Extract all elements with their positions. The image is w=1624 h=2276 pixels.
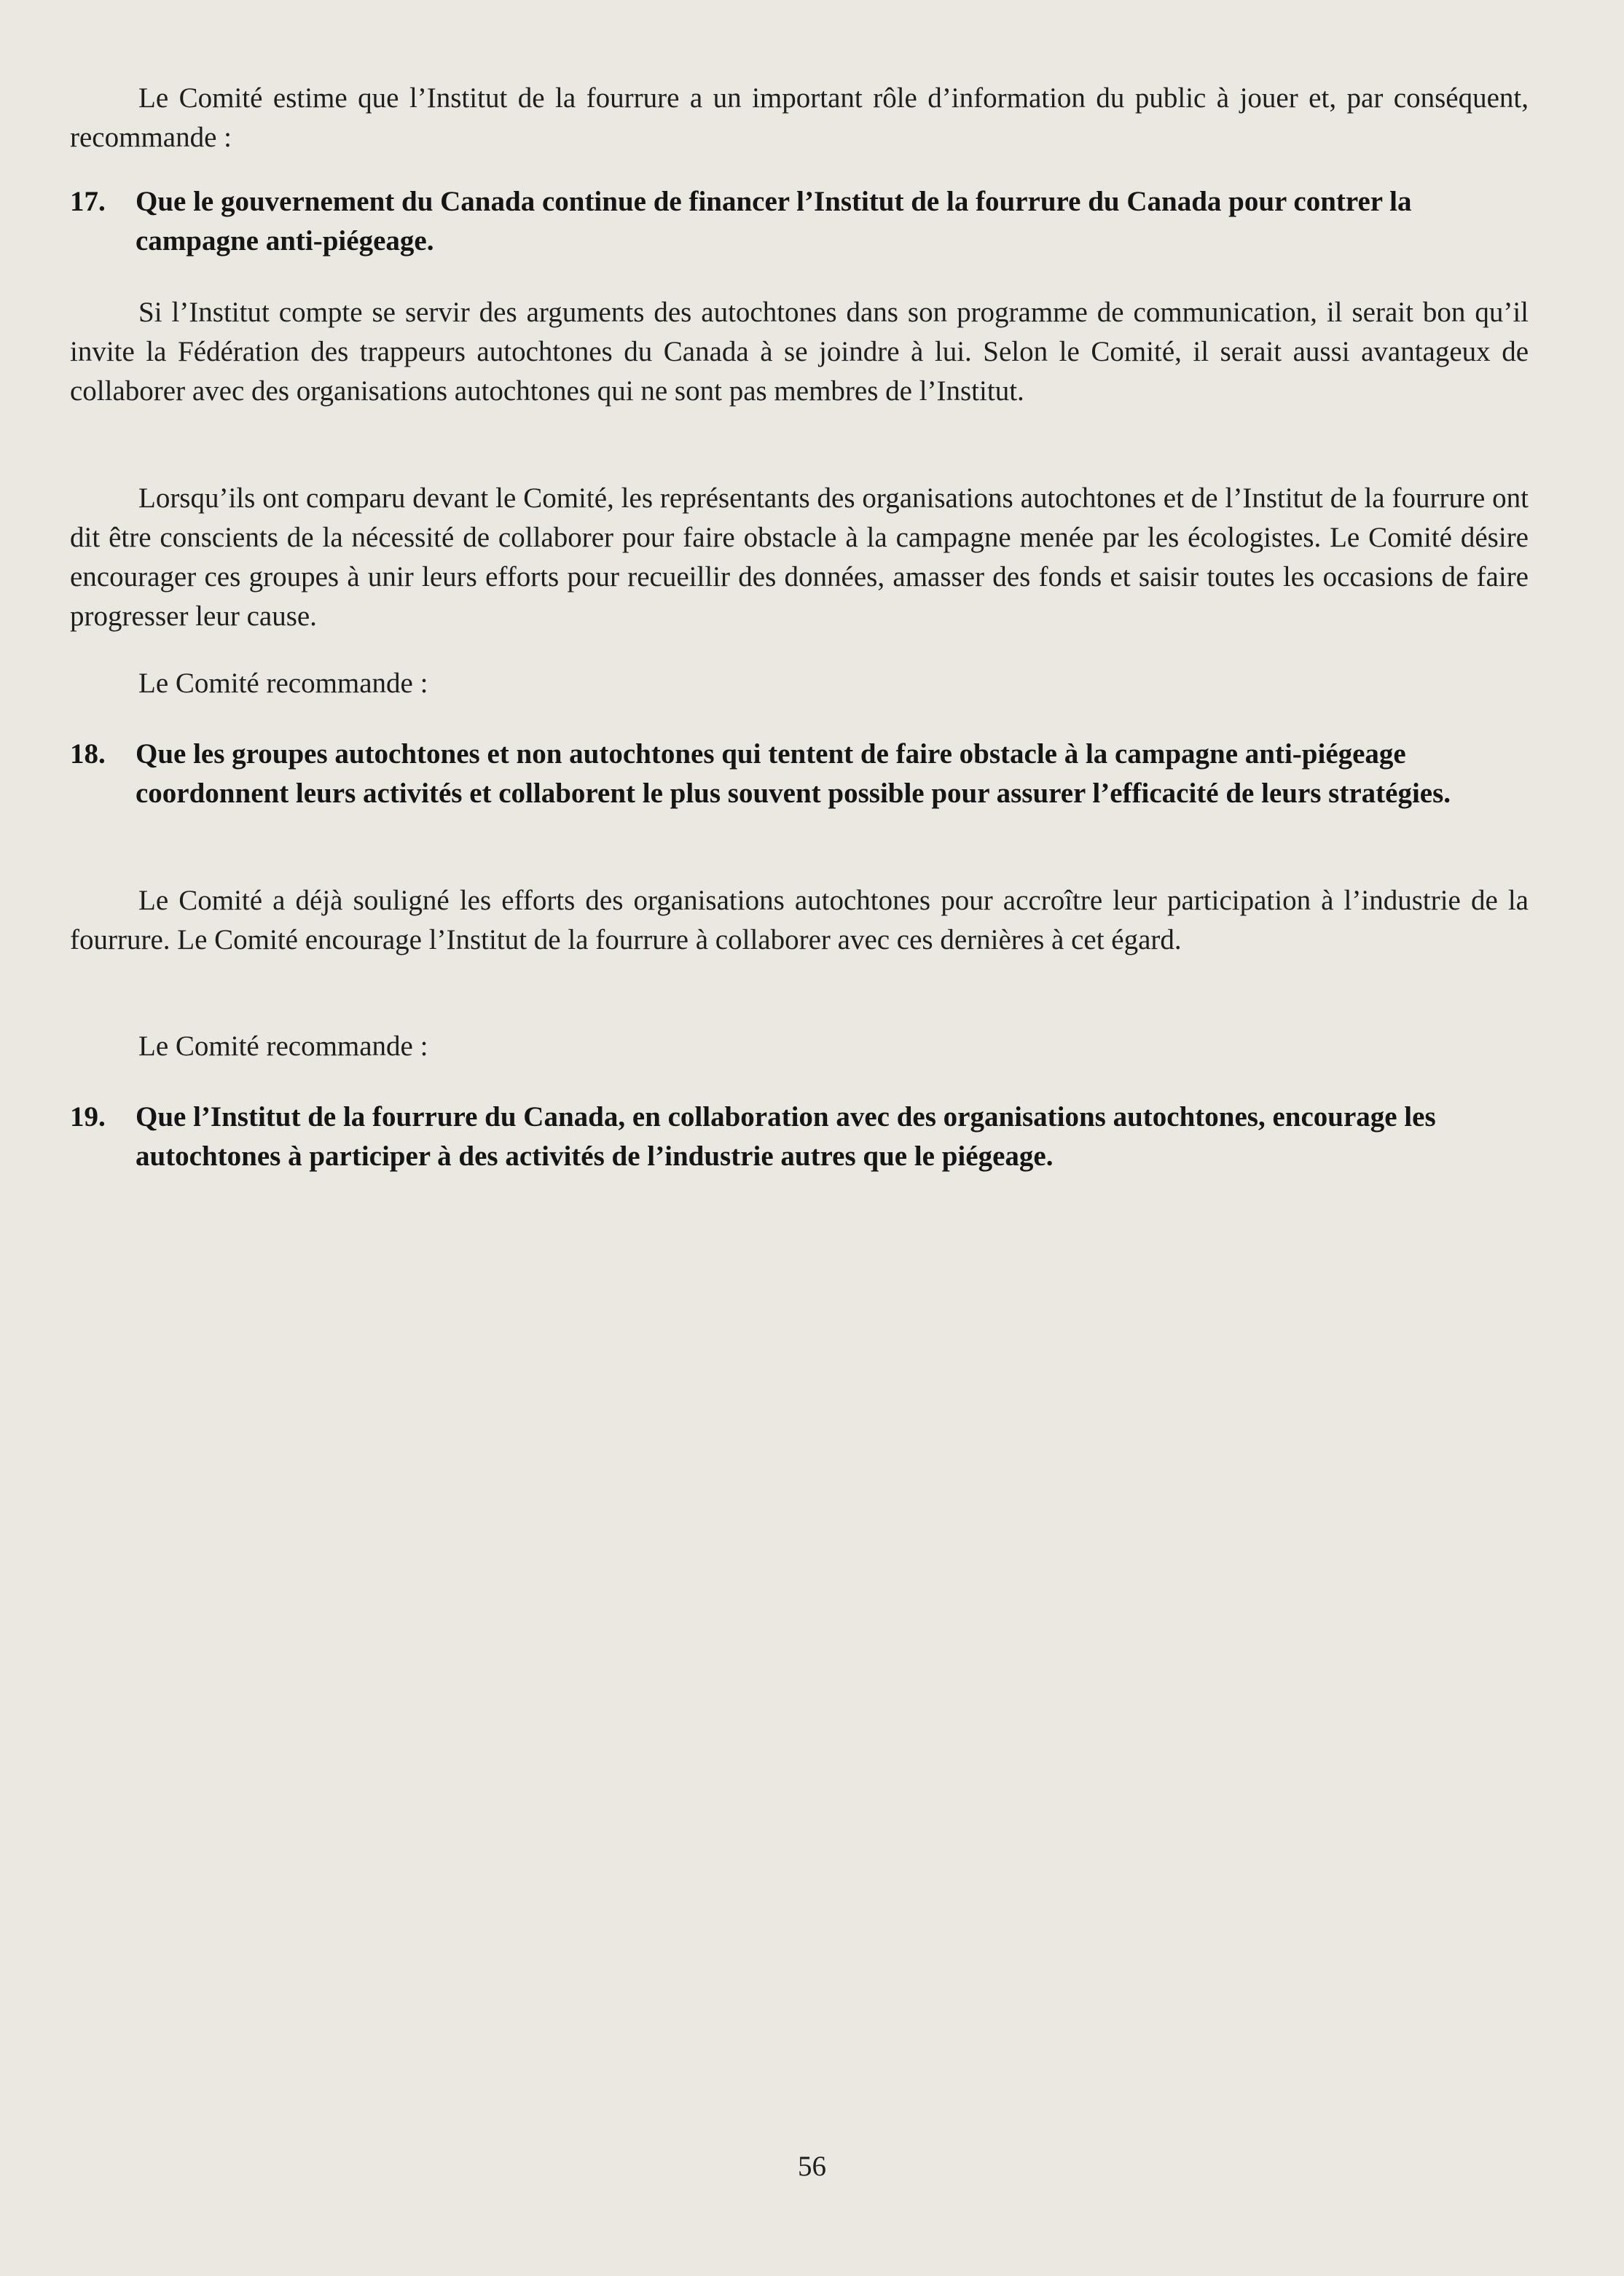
recommendation-text: Que l’Institut de la fourrure du Canada, en collaboration avec des organisations autochtones, encourage les autochtones à participer à des activités de l’industrie autres que le piégeage. — [136, 1101, 1436, 1172]
paragraph-collaboration: Lorsqu’ils ont comparu devant le Comité, les représentants des organisations autochtones et de l’Institut de la fourrure ont dit être conscients de la nécessité de collaborer pour faire obstacle à la campagne menée par les écologistes. Le Comité désire encourager ces groupes à unir leurs efforts pour recueillir des données, amasser des fonds et saisir toutes les occasions de faire progresser leur cause. — [70, 482, 1529, 632]
paragraph-participation: Le Comité a déjà souligné les efforts des organisations autochtones pour accroître leur participation à l’industrie de la fourrure. Le Comité encourage l’Institut de la fourrure à collaborer avec ces dernières à cet égard. — [70, 885, 1529, 955]
page-number: 56 — [798, 2151, 826, 2182]
paragraph-recommande-1: Le Comité recommande : — [138, 668, 428, 699]
recommendation-text: Que le gouvernement du Canada continue de financer l’Institut de la fourrure du Canada pour contrer la campagne anti-piégeage. — [136, 186, 1412, 257]
paragraph-communication: Si l’Institut compte se servir des arguments des autochtones dans son programme de communication, il serait bon qu’il invite la Fédération des trappeurs autochtones du Canada à se joindre à lui. Selon le Comité, il serait aussi avantageux de collaborer avec des organisations autochtones qui ne sont pas membres de l’Institut. — [70, 297, 1529, 407]
recommendation-19 — [70, 1098, 1529, 1176]
paragraph-recommande-2: Le Comité recommande : — [138, 1031, 428, 1062]
recommendation-number: 19. — [70, 1101, 106, 1133]
recommendation-17 — [70, 182, 1529, 261]
paragraph-intro: Le Comité estime que l’Institut de la fourrure a un important rôle d’information du public à jouer et, par conséquent, recommande : — [70, 82, 1529, 153]
recommendation-number: 18. — [70, 738, 106, 770]
recommendation-text: Que les groupes autochtones et non autochtones qui tentent de faire obstacle à la campagne anti-piégeage coordonnent leurs activités et collaborent le plus souvent possible pour assurer l’efficacité de leurs stratégies. — [136, 738, 1451, 809]
recommendation-18 — [70, 735, 1529, 813]
recommendation-number: 17. — [70, 186, 106, 217]
